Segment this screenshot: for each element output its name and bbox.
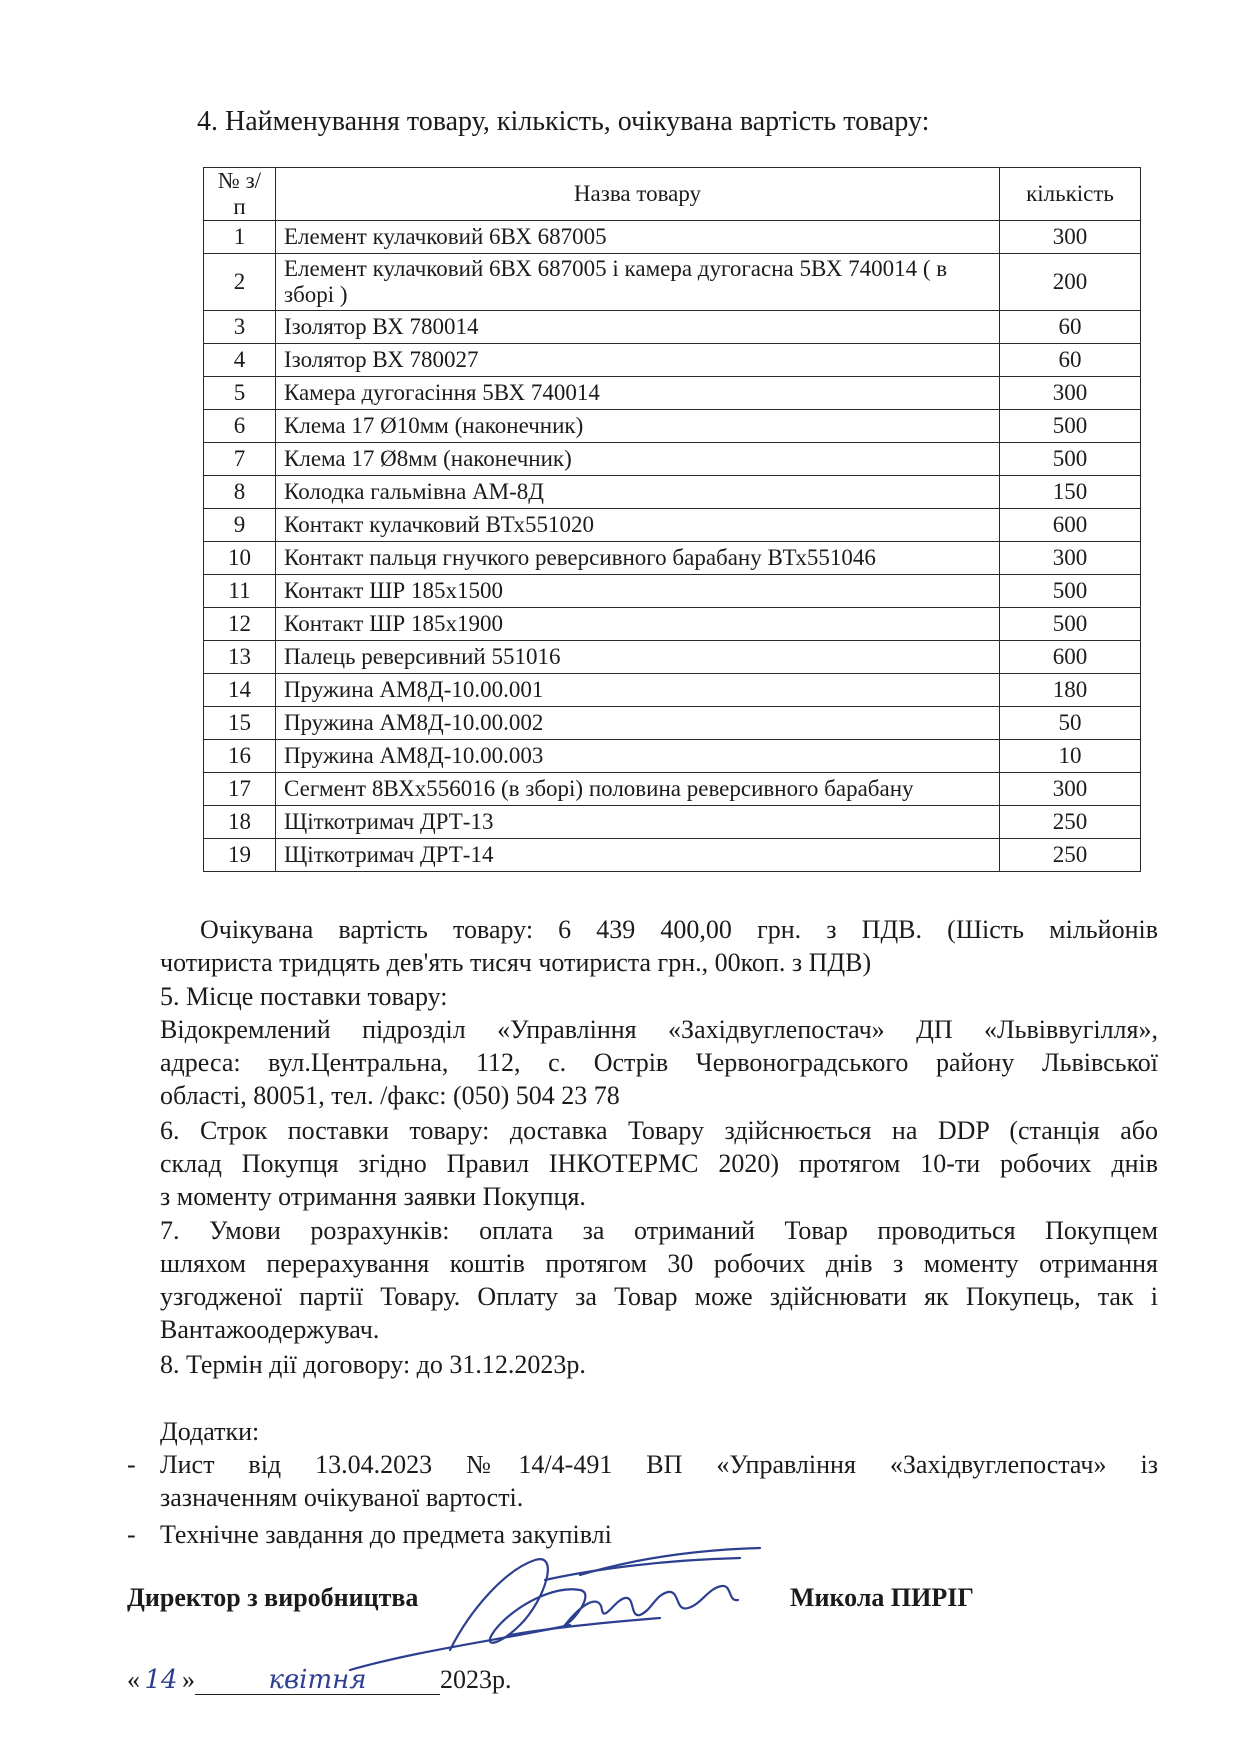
attachment-2-line-1: Технічне завдання до предмета закупівлі (160, 1520, 612, 1549)
row-name: Елемент кулачковий 6ВХ 687005 і камера дугогасна 5ВХ 740014 ( в зборі ) (276, 254, 1000, 311)
row-quantity: 60 (1000, 311, 1141, 344)
attachments-heading-block (160, 1415, 1158, 1448)
row-number: 3 (204, 311, 276, 344)
section-8-text: 8. Термін дії договору: до 31.12.2023р. (160, 1350, 586, 1379)
row-number: 2 (204, 254, 276, 311)
row-name: Контакт ШР 185х1500 (276, 575, 1000, 608)
table-row (204, 641, 1141, 674)
table-row (204, 254, 1141, 311)
table-row (204, 773, 1141, 806)
row-quantity: 60 (1000, 344, 1141, 377)
bullet-dash: - (127, 1450, 136, 1479)
row-number: 13 (204, 641, 276, 674)
row-name: Камера дугогасіння 5ВХ 740014 (276, 377, 1000, 410)
header-name: Назва товару (276, 168, 1000, 221)
section-5-heading: 5. Місце поставки товару: (160, 982, 448, 1011)
row-name: Пружина АМ8Д-10.00.002 (276, 707, 1000, 740)
table-row (204, 542, 1141, 575)
row-name: Щіткотримач ДРТ-13 (276, 806, 1000, 839)
row-name: Пружина АМ8Д-10.00.003 (276, 740, 1000, 773)
row-quantity: 150 (1000, 476, 1141, 509)
goods-table (203, 167, 1141, 872)
attachments-heading: Додатки: (160, 1417, 260, 1446)
table-row (204, 806, 1141, 839)
row-name: Контакт кулачковий ВТх551020 (276, 509, 1000, 542)
date-open-quote: « (127, 1665, 140, 1694)
date-close-quote: » (182, 1665, 195, 1694)
section-6-line-3: з моменту отримання заявки Покупця. (160, 1182, 586, 1211)
row-number: 8 (204, 476, 276, 509)
section-7-line-1: 7. Умови розрахунків: оплата за отриманий Товар проводиться Покупцем (160, 1216, 1158, 1245)
date-year: 2023р. (440, 1665, 512, 1694)
row-quantity: 300 (1000, 773, 1141, 806)
row-number: 1 (204, 221, 276, 254)
row-quantity: 600 (1000, 509, 1141, 542)
row-number: 14 (204, 674, 276, 707)
attachment-item (127, 1448, 1158, 1514)
row-name: Ізолятор ВХ 780014 (276, 311, 1000, 344)
header-number: № з/п (204, 168, 276, 221)
table-row (204, 575, 1141, 608)
row-number: 9 (204, 509, 276, 542)
row-number: 17 (204, 773, 276, 806)
attachment-1-line-2: зазначенням очікуваної вартості. (160, 1483, 524, 1512)
row-quantity: 200 (1000, 254, 1141, 311)
section-6-line-2: склад Покупця згідно Правил ІНКОТЕРМС 2020) протягом 10-ти робочих днів (160, 1149, 1158, 1178)
row-quantity: 300 (1000, 221, 1141, 254)
row-number: 15 (204, 707, 276, 740)
section-6-line-1: 6. Строк поставки товару: доставка Товару здійснюється на DDP (станція або (160, 1116, 1158, 1145)
section-5-line-2: адреса: вул.Центральна, 112, с. Острів Червоноградського району Львівської (160, 1048, 1158, 1077)
attachment-1-line-1: Лист від 13.04.2023 №14/4-491 ВП «Управління «Західвуглепостач» із (160, 1450, 1158, 1479)
table-row (204, 311, 1141, 344)
row-name: Палець реверсивний 551016 (276, 641, 1000, 674)
row-number: 18 (204, 806, 276, 839)
table-row (204, 608, 1141, 641)
section-7-line-4: Вантажоодержувач. (160, 1315, 380, 1344)
row-name: Контакт пальця гнучкого реверсивного барабану ВТх551046 (276, 542, 1000, 575)
expected-cost-line-1: Очікувана вартість товару: 6 439 400,00 грн. з ПДВ. (Шість мільйонів (200, 915, 1158, 944)
row-quantity: 50 (1000, 707, 1141, 740)
expected-cost-line-2: чотириста тридцять дев'ять тисяч чотириста грн., 00коп. з ПДВ) (160, 948, 872, 977)
row-name: Елемент кулачковий 6ВХ 687005 (276, 221, 1000, 254)
row-number: 10 (204, 542, 276, 575)
row-quantity: 500 (1000, 443, 1141, 476)
date-day: 14 (144, 1665, 178, 1695)
row-quantity: 300 (1000, 377, 1141, 410)
table-row (204, 674, 1141, 707)
section-5-line-1: Відокремлений підрозділ «Управління «Західвуглепостач» ДП «Львіввугілля», (160, 1015, 1158, 1044)
header-quantity: кількість (1000, 168, 1141, 221)
table-row (204, 839, 1141, 872)
row-quantity: 250 (1000, 806, 1141, 839)
row-quantity: 500 (1000, 608, 1141, 641)
row-quantity: 300 (1000, 542, 1141, 575)
row-number: 19 (204, 839, 276, 872)
row-number: 6 (204, 410, 276, 443)
section-8 (160, 1348, 1158, 1381)
row-quantity: 250 (1000, 839, 1141, 872)
expected-cost-paragraph (160, 913, 1158, 979)
row-quantity: 500 (1000, 410, 1141, 443)
date-month: квітня (195, 1666, 440, 1695)
table-row (204, 410, 1141, 443)
row-name: Ізолятор ВХ 780027 (276, 344, 1000, 377)
date-line (127, 1665, 512, 1695)
row-quantity: 180 (1000, 674, 1141, 707)
row-name: Клема 17 Ø8мм (наконечник) (276, 443, 1000, 476)
section-4-heading: 4. Найменування товару, кількість, очікувана вартість товару: (197, 106, 930, 137)
table-row (204, 443, 1141, 476)
row-number: 11 (204, 575, 276, 608)
signatory-name: Микола ПИРІГ (790, 1583, 974, 1612)
table-row (204, 476, 1141, 509)
section-7-line-3: узгодженої партії Товару. Оплату за Товар може здійснювати як Покупець, так і (160, 1282, 1158, 1311)
bullet-dash: - (127, 1520, 136, 1549)
row-number: 5 (204, 377, 276, 410)
table-body (204, 221, 1141, 872)
table-row (204, 344, 1141, 377)
table-header-row (204, 168, 1141, 221)
table-row (204, 377, 1141, 410)
section-5 (160, 980, 1158, 1112)
row-number: 7 (204, 443, 276, 476)
section-7 (160, 1214, 1158, 1346)
table-row (204, 740, 1141, 773)
handwritten-signature (330, 1530, 790, 1680)
row-number: 12 (204, 608, 276, 641)
row-name: Колодка гальмівна АМ-8Д (276, 476, 1000, 509)
table-row (204, 707, 1141, 740)
table-row (204, 221, 1141, 254)
section-5-line-3: області, 80051, тел. /факс: (050) 504 23 78 (160, 1081, 620, 1110)
row-number: 16 (204, 740, 276, 773)
section-7-line-2: шляхом перерахування коштів протягом 30 робочих днів з моменту отримання (160, 1249, 1158, 1278)
row-name: Сегмент 8ВХх556016 (в зборі) половина реверсивного барабану (276, 773, 1000, 806)
row-name: Пружина АМ8Д-10.00.001 (276, 674, 1000, 707)
row-name: Контакт ШР 185х1900 (276, 608, 1000, 641)
table-row (204, 509, 1141, 542)
signatory-position: Директор з виробництва (127, 1583, 419, 1612)
row-quantity: 10 (1000, 740, 1141, 773)
row-name: Клема 17 Ø10мм (наконечник) (276, 410, 1000, 443)
row-quantity: 600 (1000, 641, 1141, 674)
row-number: 4 (204, 344, 276, 377)
section-6 (160, 1114, 1158, 1213)
row-name: Щіткотримач ДРТ-14 (276, 839, 1000, 872)
row-quantity: 500 (1000, 575, 1141, 608)
